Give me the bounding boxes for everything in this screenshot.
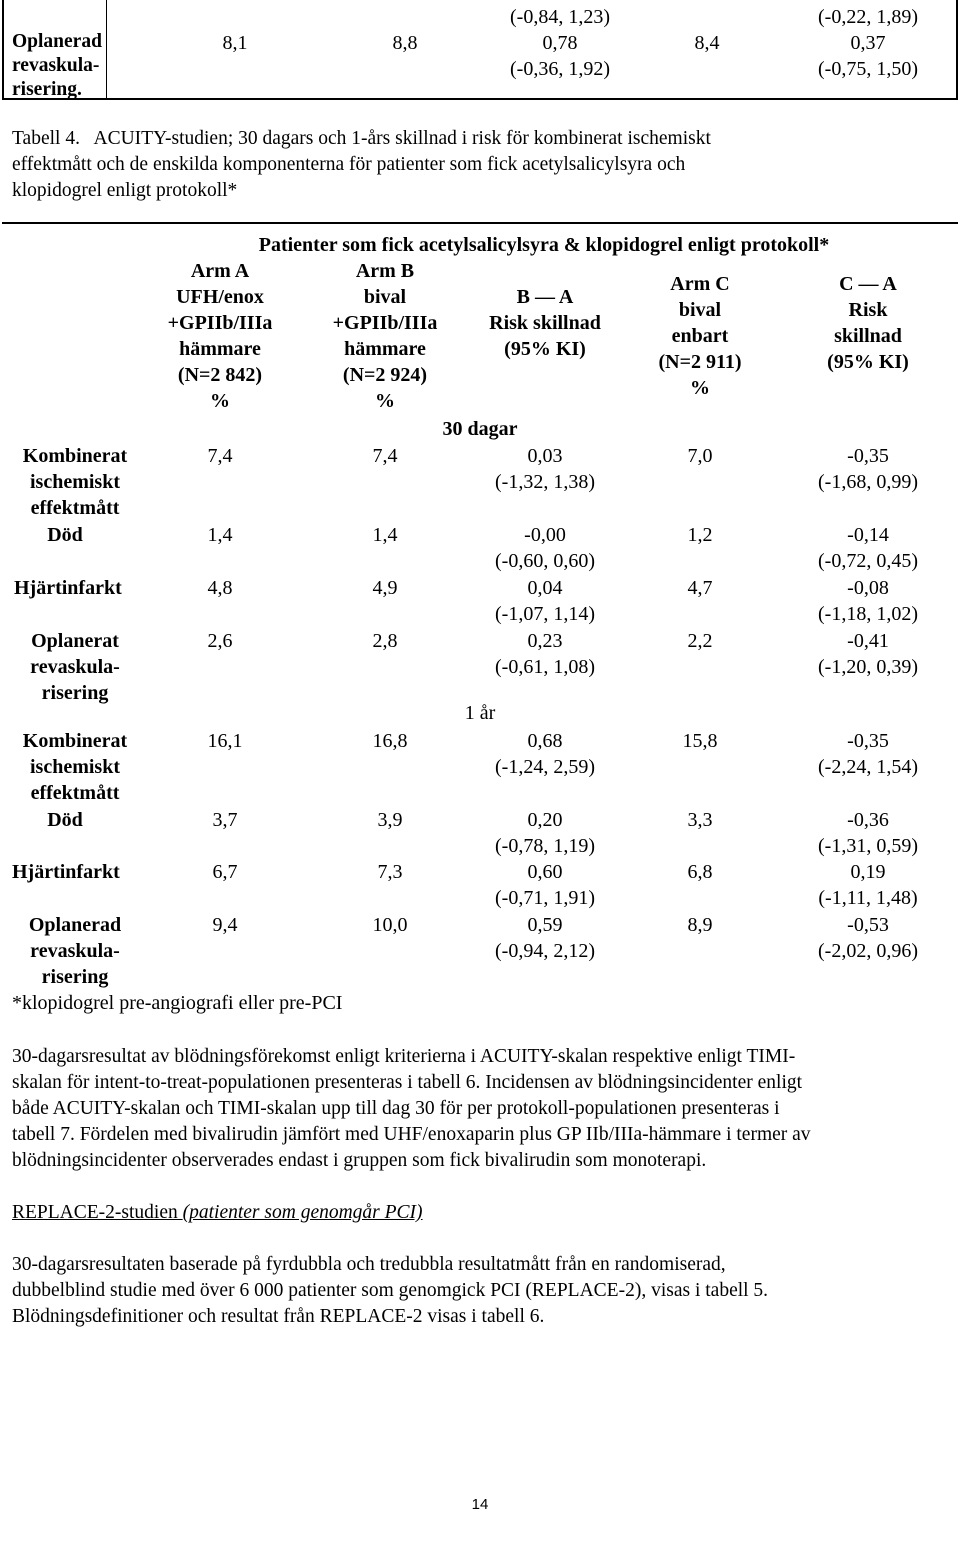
cell-arm-c: 3,3 bbox=[687, 809, 713, 831]
replace2-heading: REPLACE-2-studien (patienter som genomgår PCI) bbox=[12, 1202, 423, 1223]
group-header: Patienter som fick acetylsalicylsyra & klopidogrel enligt protokoll* bbox=[258, 234, 830, 256]
cell-diff-ca: -0,53 bbox=[847, 914, 889, 936]
cell-ci-ba: (-1,32, 1,38) bbox=[495, 471, 595, 493]
paragraph-bleeding: 30-dagarsresultat av blödningsförekomst enligt kriterierna i ACUITY-skalan respektive enligt TIMI- skalan för intent-to-treat-populationen presenteras i tabell 6. Incidensen av blödningsincidenter enligt både ACUITY-skalan och TIMI-skalan upp till dag 30 för per protokoll-populationen presenteras i tabell 7. Fördelen med bivalirudin jämfört med UHF/enoxaparin plus GP IIb/IIIa-hämmare i termer av blödningsincidenter observerades endast i gruppen som fick bivalirudin som monoterapi. bbox=[12, 1046, 811, 1171]
row-label: Död bbox=[47, 809, 83, 831]
row-label: Oplanerat revaskula- risering bbox=[30, 630, 120, 704]
cell-ci-ca: (-2,02, 0,96) bbox=[818, 940, 918, 962]
cell-diff-ba: -0,00 bbox=[524, 524, 566, 546]
cell-arm-a: 4,8 bbox=[207, 577, 233, 599]
row-label: Hjärtinfarkt bbox=[12, 861, 120, 883]
cell-diff-ca: -0,36 bbox=[847, 809, 889, 831]
cell-arm-b: 7,4 bbox=[372, 445, 398, 467]
cell-ci-ba: (-0,61, 1,08) bbox=[495, 656, 595, 678]
cell-ci-ba: (-0,71, 1,91) bbox=[495, 887, 595, 909]
cell-arm-c: 2,2 bbox=[687, 630, 713, 652]
top-arm-c: 8,4 bbox=[694, 32, 720, 54]
cell-arm-c: 6,8 bbox=[687, 861, 713, 883]
row-label: Oplanerad revaskula- risering bbox=[28, 914, 122, 988]
cell-diff-ca: -0,35 bbox=[847, 730, 889, 752]
cell-ci-ca: (-1,68, 0,99) bbox=[818, 471, 918, 493]
cell-diff-ba: 0,03 bbox=[527, 445, 563, 467]
cell-arm-a: 6,7 bbox=[212, 861, 238, 883]
cell-arm-b: 16,8 bbox=[372, 730, 408, 752]
paragraph-replace2: 30-dagarsresultaten baserade på fyrdubbla och tredubbla resultatmått från en randomiserad, dubbelblind studie med över 6 000 patienter som genomgick PCI (REPLACE-2), visas i tabell 5. Blödningsdefinitioner och resultat från REPLACE-2 visas i tabell 6. bbox=[12, 1254, 769, 1327]
cell-ci-ba: (-0,60, 0,60) bbox=[495, 550, 595, 572]
cell-diff-ca: -0,14 bbox=[847, 524, 889, 546]
row-label: Kombinerat ischemiskt effektmått bbox=[22, 445, 128, 519]
cell-arm-a: 3,7 bbox=[212, 809, 238, 831]
page-number: 14 bbox=[471, 1496, 489, 1513]
row-label: Död bbox=[47, 524, 83, 546]
top-ci-prev-right: (-0,22, 1,89) bbox=[818, 6, 918, 28]
top-arm-b: 8,8 bbox=[392, 32, 418, 54]
top-arm-a: 8,1 bbox=[222, 32, 248, 54]
cell-ci-ba: (-1,24, 2,59) bbox=[495, 756, 595, 778]
top-ci-ca: (-0,75, 1,50) bbox=[818, 58, 918, 80]
cell-diff-ba: 0,20 bbox=[527, 809, 563, 831]
cell-arm-c: 15,8 bbox=[682, 730, 718, 752]
table-border bbox=[2, 98, 958, 100]
cell-diff-ca: -0,41 bbox=[847, 630, 889, 652]
table-footnote: *klopidogrel pre-angiografi eller pre-PCI bbox=[12, 992, 343, 1014]
top-diff-ca: 0,37 bbox=[850, 32, 886, 54]
cell-diff-ba: 0,68 bbox=[527, 730, 563, 752]
top-row-label: Oplanerad revaskula- risering. bbox=[12, 31, 102, 100]
table-border bbox=[2, 0, 4, 100]
col-header-ba: B — A Risk skillnad (95% KI) bbox=[489, 286, 601, 360]
table-caption: Tabell 4. ACUITY-studien; 30 dagars och 1-års skillnad i risk för kombinerat ischemiskt effektmått och de enskilda komponenterna för patienter som fick acetylsalicylsyra och klopidogrel enligt protokoll* bbox=[12, 128, 711, 201]
cell-ci-ba: (-1,07, 1,14) bbox=[495, 603, 595, 625]
cell-ci-ca: (-1,18, 1,02) bbox=[818, 603, 918, 625]
col-header-arm-a: Arm A UFH/enox +GPIIb/IIIa hämmare (N=2 842) % bbox=[167, 260, 273, 412]
cell-ci-ca: (-2,24, 1,54) bbox=[818, 756, 918, 778]
period-1-year: 1 år bbox=[464, 702, 496, 724]
cell-ci-ca: (-1,11, 1,48) bbox=[818, 887, 918, 909]
col-header-arm-b: Arm B bival +GPIIb/IIIa hämmare (N=2 924) % bbox=[332, 260, 438, 412]
top-ci-ba: (-0,36, 1,92) bbox=[510, 58, 610, 80]
row-label: Hjärtinfarkt bbox=[14, 577, 122, 599]
cell-arm-c: 1,2 bbox=[687, 524, 713, 546]
cell-arm-b: 2,8 bbox=[372, 630, 398, 652]
row-label: Kombinerat ischemiskt effektmått bbox=[22, 730, 128, 804]
cell-arm-a: 7,4 bbox=[207, 445, 233, 467]
table-border bbox=[106, 0, 107, 100]
cell-arm-a: 16,1 bbox=[207, 730, 243, 752]
period-30-days: 30 dagar bbox=[442, 418, 518, 440]
cell-ci-ca: (-1,20, 0,39) bbox=[818, 656, 918, 678]
cell-diff-ba: 0,60 bbox=[527, 861, 563, 883]
cell-arm-b: 7,3 bbox=[377, 861, 403, 883]
col-header-arm-c: Arm C bival enbart (N=2 911) % bbox=[658, 273, 742, 399]
cell-arm-a: 9,4 bbox=[212, 914, 238, 936]
cell-diff-ba: 0,04 bbox=[527, 577, 563, 599]
cell-arm-b: 4,9 bbox=[372, 577, 398, 599]
cell-arm-b: 10,0 bbox=[372, 914, 408, 936]
cell-diff-ba: 0,59 bbox=[527, 914, 563, 936]
cell-arm-b: 3,9 bbox=[377, 809, 403, 831]
cell-ci-ba: (-0,94, 2,12) bbox=[495, 940, 595, 962]
cell-arm-a: 2,6 bbox=[207, 630, 233, 652]
cell-diff-ca: -0,35 bbox=[847, 445, 889, 467]
cell-diff-ca: 0,19 bbox=[850, 861, 886, 883]
top-diff-ba: 0,78 bbox=[542, 32, 578, 54]
cell-ci-ba: (-0,78, 1,19) bbox=[495, 835, 595, 857]
cell-ci-ca: (-1,31, 0,59) bbox=[818, 835, 918, 857]
cell-ci-ca: (-0,72, 0,45) bbox=[818, 550, 918, 572]
cell-diff-ba: 0,23 bbox=[527, 630, 563, 652]
cell-diff-ca: -0,08 bbox=[847, 577, 889, 599]
top-ci-prev-left: (-0,84, 1,23) bbox=[510, 6, 610, 28]
cell-arm-c: 4,7 bbox=[687, 577, 713, 599]
cell-arm-a: 1,4 bbox=[207, 524, 233, 546]
cell-arm-b: 1,4 bbox=[372, 524, 398, 546]
col-header-ca: C — A Risk skillnad (95% KI) bbox=[827, 273, 909, 373]
table-border bbox=[2, 222, 958, 224]
cell-arm-c: 8,9 bbox=[687, 914, 713, 936]
cell-arm-c: 7,0 bbox=[687, 445, 713, 467]
